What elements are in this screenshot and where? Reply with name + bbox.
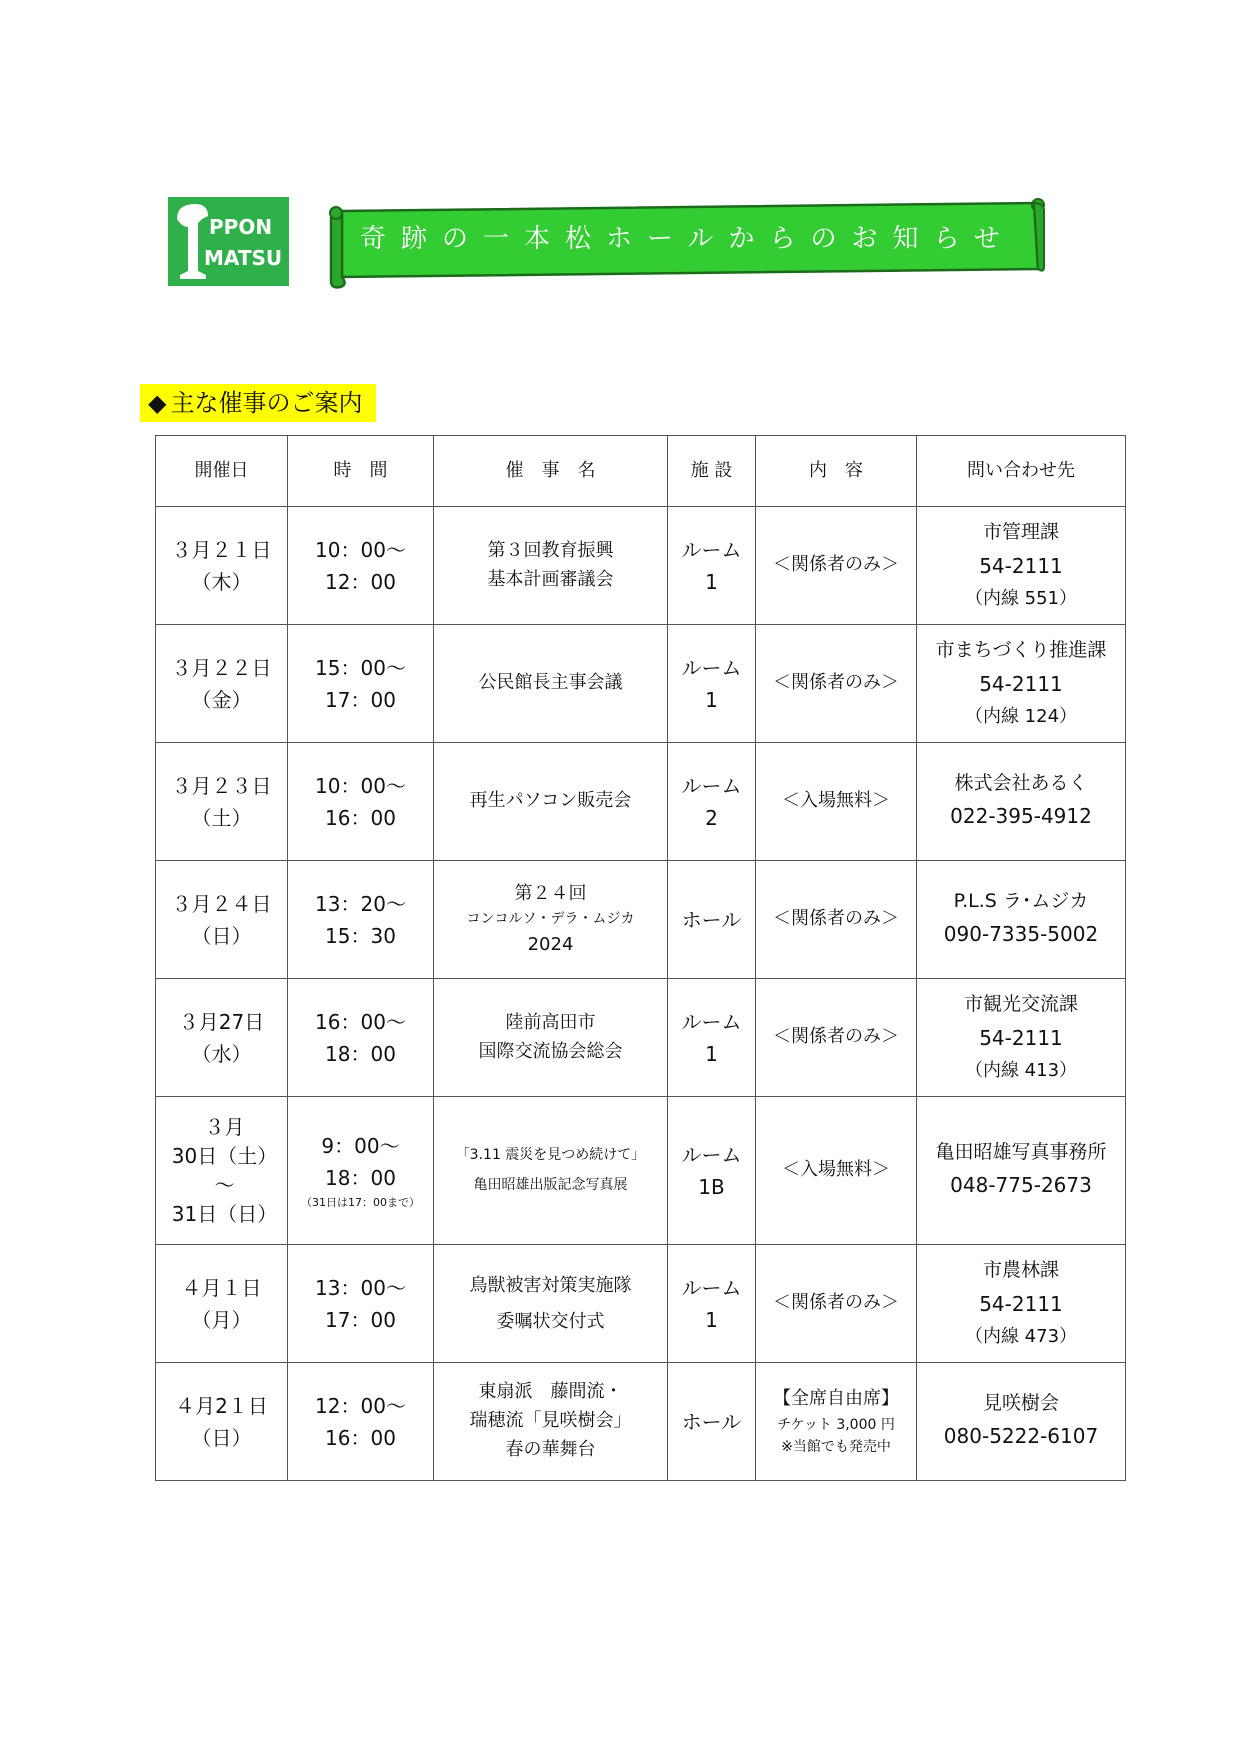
event-name [434, 1097, 668, 1245]
events-table [155, 435, 1126, 1481]
event-content: ＜入場無料＞ [756, 1097, 917, 1245]
contact-name: 株式会社あるく [954, 771, 1088, 794]
header-facility: 施 設 [668, 436, 756, 507]
time-start: 13：00～ [315, 1275, 406, 1300]
facility-line: 1 [705, 1307, 718, 1332]
time-start: 10：00～ [315, 773, 406, 798]
weekday-line: （月） [191, 1307, 252, 1332]
ippon-matsu-logo [168, 197, 289, 286]
facility-line: ルーム [681, 1009, 742, 1034]
table-header-row [156, 436, 1126, 507]
header-event-name: 催 事 名 [434, 436, 668, 507]
pine-tree-logo-icon [168, 197, 289, 286]
time-end: 16：00 [325, 805, 396, 830]
name-line: 基本計画審議会 [487, 568, 614, 590]
contact-name: P.L.S ラ･ムジカ [953, 889, 1089, 912]
event-content: ＜入場無料＞ [756, 743, 917, 861]
event-name: 公民館長主事会議 [434, 625, 668, 743]
event-time [288, 743, 434, 861]
event-facility [668, 1245, 756, 1363]
facility-line: ルーム [681, 1275, 742, 1300]
name-line: 瑞穂流「見咲樹会」 [469, 1410, 632, 1432]
event-content [756, 1363, 917, 1481]
name-line: 春の華舞台 [505, 1438, 596, 1460]
event-facility [668, 1097, 756, 1245]
event-contact [917, 979, 1126, 1097]
event-time [288, 979, 434, 1097]
event-name [434, 979, 668, 1097]
name-line: 東扇派 藤間流・ [478, 1381, 623, 1403]
header-contact: 問い合わせ先 [917, 436, 1126, 507]
time-start: 16：00～ [315, 1009, 406, 1034]
facility-line: ルーム [681, 773, 742, 798]
contact-phone: 54-2111 [979, 1291, 1063, 1316]
date-line: ３月27日 [178, 1009, 265, 1034]
date-line: ３月２１日 [171, 537, 272, 562]
event-date [156, 1245, 288, 1363]
contact-phone: 090-7335-5002 [943, 922, 1099, 947]
content-line: チケット 3,000 円 [777, 1416, 895, 1433]
event-time [288, 507, 434, 625]
event-contact [917, 1363, 1126, 1481]
time-end: 18：00 [325, 1165, 396, 1190]
content-line: 【全席自由席】 [773, 1387, 899, 1409]
content-line: ※当館でも発売中 [781, 1438, 891, 1455]
date-line: ３月２４日 [171, 891, 272, 916]
event-contact [917, 625, 1126, 743]
contact-name: 亀田昭雄写真事務所 [935, 1140, 1107, 1163]
event-date [156, 625, 288, 743]
weekday-line: （日） [191, 1425, 252, 1450]
weekday-line: （日） [191, 923, 252, 948]
event-date [156, 861, 288, 979]
facility-line: ルーム [681, 537, 742, 562]
facility-line: 1B [698, 1174, 725, 1199]
name-line: 委嘱状交付式 [496, 1310, 605, 1332]
time-start: 10：00～ [315, 537, 406, 562]
event-date [156, 1097, 288, 1245]
table-row [156, 625, 1126, 743]
event-time [288, 1097, 434, 1245]
event-content: ＜関係者のみ＞ [756, 1245, 917, 1363]
event-date [156, 1363, 288, 1481]
section-heading [140, 384, 376, 422]
contact-name: 見咲樹会 [982, 1391, 1059, 1414]
contact-phone: 54-2111 [979, 1025, 1063, 1050]
facility-line: 1 [705, 1041, 718, 1066]
event-facility [668, 625, 756, 743]
time-start: 13：20～ [315, 891, 406, 916]
date-line: ３月２３日 [171, 773, 272, 798]
time-end: 17：00 [325, 687, 396, 712]
date-line: ３月２２日 [171, 655, 272, 680]
name-line: 国際交流協会総会 [478, 1040, 623, 1062]
contact-phone: 54-2111 [979, 671, 1063, 696]
facility-line: ルーム [681, 1142, 742, 1167]
event-contact [917, 507, 1126, 625]
date-line: 30日（土） [171, 1143, 278, 1168]
contact-extension: （内線 551） [964, 587, 1078, 609]
event-name [434, 1245, 668, 1363]
event-date [156, 507, 288, 625]
event-time [288, 861, 434, 979]
time-end: 16：00 [325, 1425, 396, 1450]
logo-line1: PPON [209, 215, 273, 239]
event-time [288, 625, 434, 743]
weekday-line: （水） [191, 1041, 252, 1066]
facility-line: 2 [705, 805, 718, 830]
weekday-line: （土） [191, 805, 252, 830]
contact-phone: 54-2111 [979, 553, 1063, 578]
event-facility [668, 979, 756, 1097]
weekday-line: （木） [191, 569, 252, 594]
event-name [434, 1363, 668, 1481]
event-time [288, 1245, 434, 1363]
header-content: 内 容 [756, 436, 917, 507]
event-name [434, 861, 668, 979]
time-start: 9：00～ [321, 1133, 400, 1158]
event-contact [917, 743, 1126, 861]
contact-extension: （内線 473） [964, 1325, 1078, 1347]
contact-phone: 022-395-4912 [950, 804, 1092, 829]
name-line: コンコルソ・デラ・ムジカ [466, 911, 635, 928]
contact-extension: （内線 413） [964, 1059, 1078, 1081]
name-line: 亀田昭雄出版記念写真展 [473, 1176, 628, 1193]
event-facility: ホール [668, 861, 756, 979]
name-line: 第３回教育振興 [487, 539, 614, 561]
weekday-line: （金） [191, 687, 252, 712]
header-date: 開催日 [156, 436, 288, 507]
banner-title: 奇跡の一本松ホールからのお知らせ [360, 224, 1015, 254]
contact-phone: 080-5222-6107 [943, 1424, 1099, 1449]
announcement-banner [328, 197, 1046, 289]
event-contact [917, 861, 1126, 979]
event-content: ＜関係者のみ＞ [756, 861, 917, 979]
diamond-icon: ◆ [148, 389, 167, 417]
time-start: 15：00～ [315, 655, 406, 680]
table-row [156, 743, 1126, 861]
table-row [156, 1097, 1126, 1245]
event-name [434, 507, 668, 625]
time-end: 18：00 [325, 1041, 396, 1066]
event-content: ＜関係者のみ＞ [756, 507, 917, 625]
name-line: 鳥獣被害対策実施隊 [469, 1274, 632, 1296]
time-start: 12：00～ [315, 1393, 406, 1418]
name-line: 陸前高田市 [505, 1011, 596, 1033]
event-name: 再生パソコン販売会 [434, 743, 668, 861]
table-row [156, 507, 1126, 625]
event-content: ＜関係者のみ＞ [756, 979, 917, 1097]
logo-line2: MATSU [204, 246, 283, 270]
facility-line: 1 [705, 569, 718, 594]
time-end: 15：30 [325, 923, 396, 948]
date-line: 31日（日） [171, 1201, 278, 1226]
event-content: ＜関係者のみ＞ [756, 625, 917, 743]
event-facility: ホール [668, 1363, 756, 1481]
event-facility [668, 743, 756, 861]
event-facility [668, 507, 756, 625]
event-date [156, 743, 288, 861]
event-date [156, 979, 288, 1097]
date-line: ４月2１日 [175, 1393, 268, 1418]
contact-name: 市農林課 [982, 1259, 1059, 1282]
event-contact [917, 1097, 1126, 1245]
name-line: 第２４回 [514, 882, 587, 904]
table-row [156, 1245, 1126, 1363]
date-range-separator: ～ [214, 1172, 235, 1197]
contact-name: 市観光交流課 [963, 993, 1078, 1016]
table-row [156, 979, 1126, 1097]
name-line: 「3.11 震災を見つめ続けて」 [455, 1147, 646, 1164]
section-heading-text: 主な催事のご案内 [170, 389, 363, 417]
contact-extension: （内線 124） [964, 705, 1078, 727]
facility-line: ルーム [681, 655, 742, 680]
contact-name: 市まちづくり推進課 [935, 639, 1107, 662]
facility-line: 1 [705, 687, 718, 712]
table-row [156, 1363, 1126, 1481]
date-line: ３月 [204, 1114, 245, 1139]
name-line: 2024 [527, 933, 574, 955]
time-end: 17：00 [325, 1307, 396, 1332]
event-contact [917, 1245, 1126, 1363]
event-time [288, 1363, 434, 1481]
date-line: ４月１日 [181, 1275, 262, 1300]
header-time: 時 間 [288, 436, 434, 507]
contact-phone: 048-775-2673 [950, 1173, 1092, 1198]
contact-name: 市管理課 [982, 521, 1059, 544]
time-note: （31日は17：00まで） [301, 1195, 420, 1209]
time-end: 12：00 [325, 569, 396, 594]
table-row [156, 861, 1126, 979]
